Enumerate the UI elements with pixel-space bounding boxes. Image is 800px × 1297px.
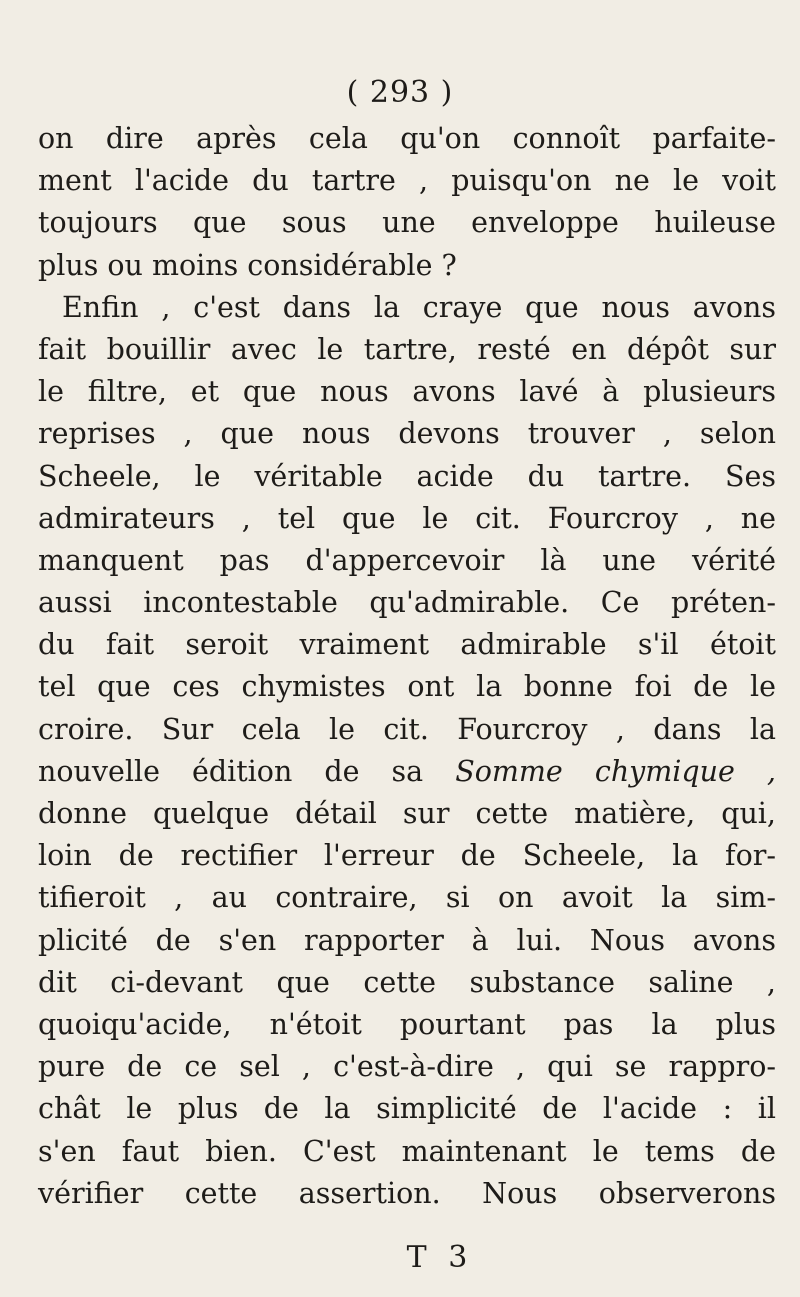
text-segment: nouvelle édition de sa	[38, 754, 424, 788]
text-line: on dire après cela qu'on connoît parfaite-	[38, 122, 776, 155]
text-line: manquent pas d'appercevoir là une vérité	[38, 543, 776, 577]
text-line: loin de rectifier l'erreur de Scheele, la for-	[38, 839, 776, 873]
signature-mark: T 3	[406, 1240, 474, 1275]
text-line: aussi incontestable qu'admirable. Ce préten-	[38, 586, 776, 620]
body-text	[38, 118, 776, 1215]
text-line: le filtre, et que nous avons lavé à plusieurs	[38, 375, 776, 409]
text-line: croire. Sur cela le cit. Fourcroy , dans la	[38, 712, 776, 746]
text-line: plus ou moins considérable ?	[38, 248, 457, 282]
text-line: tifieroit , au contraire, si on avoit la sim-	[38, 881, 776, 915]
text-line: quoiqu'acide, n'étoit pourtant pas la plus	[38, 1007, 776, 1041]
text-line: plicité de s'en rapporter à lui. Nous avons	[38, 923, 776, 957]
text-line: du fait seroit vraiment admirable s'il étoit	[38, 628, 776, 662]
text-line: chât le plus de la simplicité de l'acide : il	[38, 1092, 776, 1126]
text-line: Enfin , c'est dans la craye que nous avons	[62, 290, 776, 324]
text-line: toujours que sous une enveloppe huileuse	[38, 206, 776, 240]
text-line: reprises , que nous devons trouver , selon	[38, 417, 776, 451]
book-title: Somme chymique ,	[455, 754, 776, 788]
text-line: s'en faut bien. C'est maintenant le tems de	[38, 1134, 776, 1168]
text-line: pure de ce sel , c'est-à-dire , qui se rappro-	[38, 1050, 776, 1084]
text-line-with-title	[38, 751, 776, 793]
text-line: dit ci-devant que cette substance saline ,	[38, 965, 776, 999]
text-line: fait bouillir avec le tartre, resté en dépôt sur	[38, 332, 776, 366]
text-line: vérifier cette assertion. Nous observerons	[38, 1176, 776, 1210]
text-line: admirateurs , tel que le cit. Fourcroy , ne	[38, 501, 776, 535]
page-number-header: ( 293 )	[346, 75, 454, 110]
text-line: ment l'acide du tartre , puisqu'on ne le voit	[38, 164, 776, 198]
text-line: tel que ces chymistes ont la bonne foi de le	[38, 670, 776, 704]
text-line: Scheele, le véritable acide du tartre. Ses	[38, 459, 776, 493]
text-line: donne quelque détail sur cette matière, qui,	[38, 797, 776, 830]
